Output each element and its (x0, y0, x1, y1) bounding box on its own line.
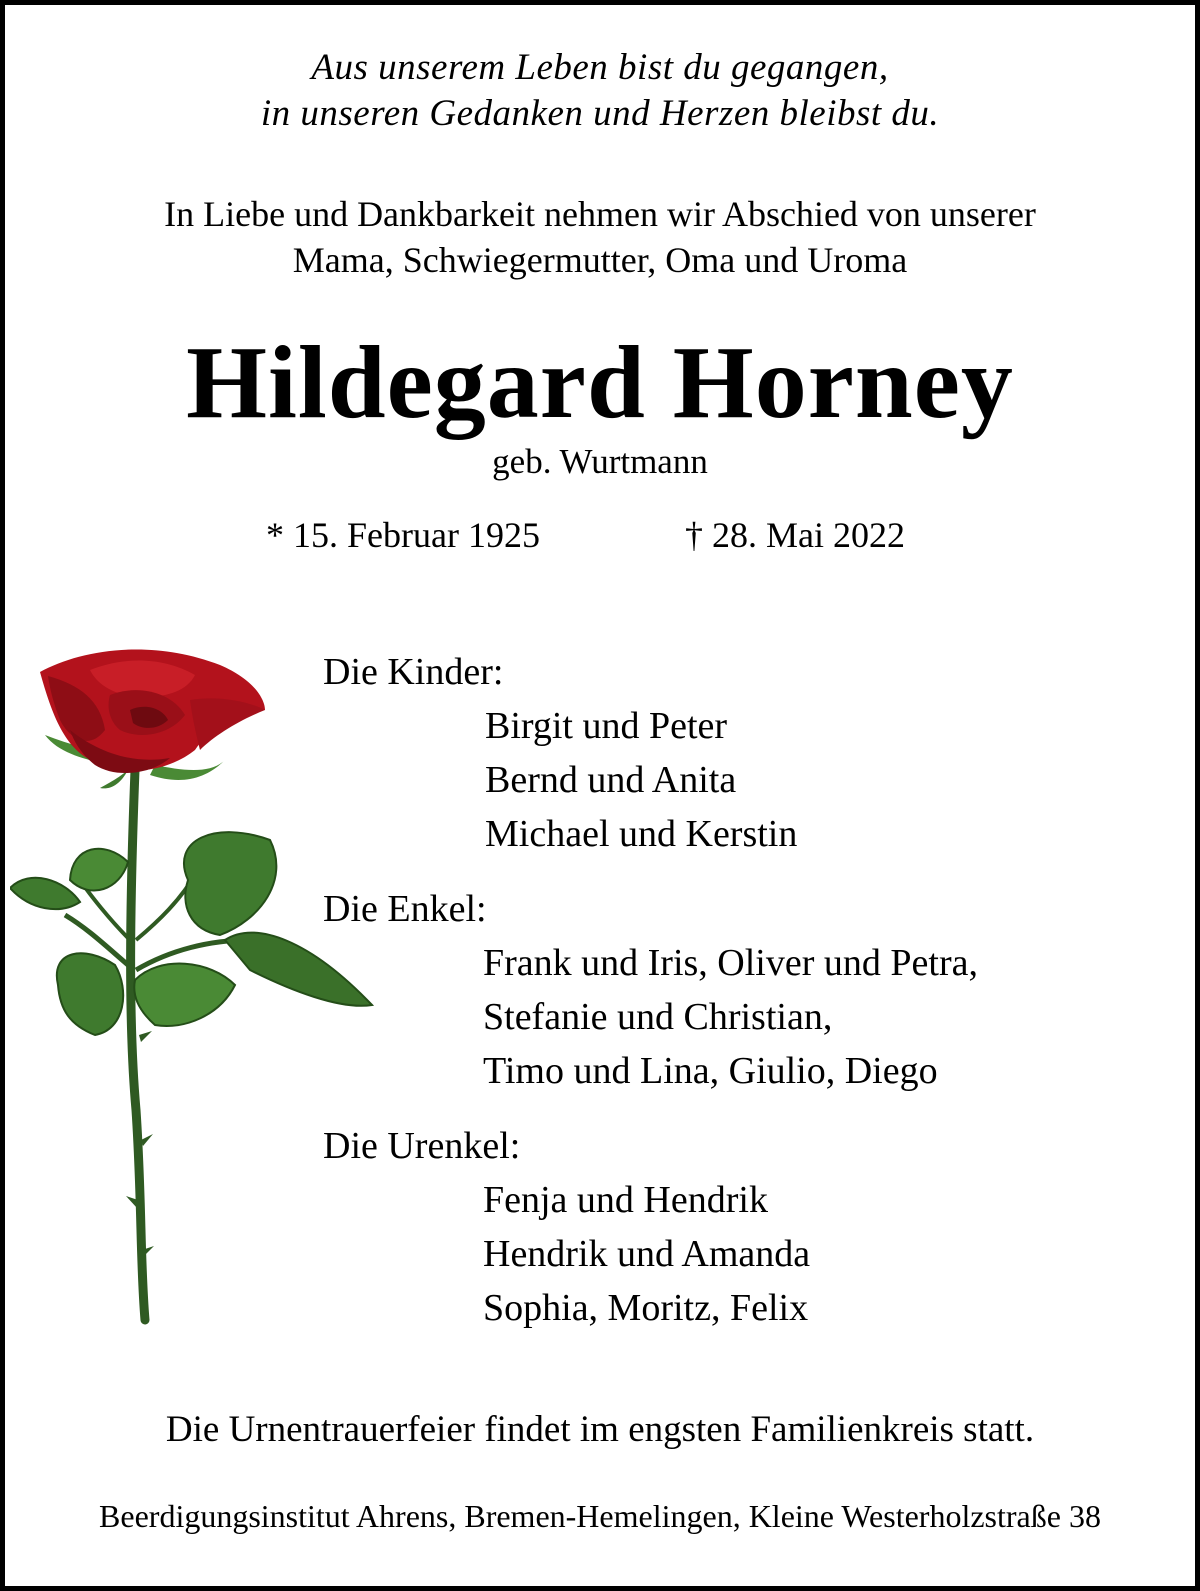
motto-line-1: Aus unserem Leben bist du gegangen, (311, 47, 889, 88)
motto (5, 45, 1195, 137)
grandchildren-label: Die Enkel: (323, 888, 487, 930)
death-date: † 28. Mai 2022 (685, 515, 905, 555)
intro-text (5, 191, 1195, 283)
children-names (485, 699, 797, 861)
rose-icon (10, 640, 385, 1340)
great-grandchildren-names (483, 1173, 810, 1335)
list-item: Hendrik und Amanda (483, 1233, 811, 1275)
list-item: Stefanie und Christian, (483, 996, 833, 1038)
children-label: Die Kinder: (323, 651, 504, 693)
ceremony-note: Die Urnentrauerfeier findet im engsten Familienkreis statt. (165, 1409, 1035, 1450)
intro-line-2: Mama, Schwiegermutter, Oma und Uroma (292, 240, 908, 280)
list-item: Frank und Iris, Oliver und Petra, (483, 942, 978, 984)
grandchildren-names (483, 936, 978, 1098)
intro-line-1: In Liebe und Dankbarkeit nehmen wir Abschied von unserer (164, 194, 1036, 234)
list-item: Sophia, Moritz, Felix (483, 1287, 809, 1329)
deceased-name: Hildegard Horney (186, 325, 1014, 440)
motto-line-2: in unseren Gedanken und Herzen bleibst du. (260, 93, 940, 134)
birth-date: * 15. Februar 1925 (266, 515, 540, 555)
list-item: Michael und Kerstin (485, 813, 798, 855)
list-item: Timo und Lina, Giulio, Diego (483, 1050, 938, 1092)
list-item: Bernd und Anita (485, 759, 737, 801)
list-item: Birgit und Peter (485, 705, 728, 747)
great-grandchildren-label: Die Urenkel: (323, 1125, 521, 1167)
maiden-name: geb. Wurtmann (492, 442, 708, 481)
undertaker-info: Beerdigungsinstitut Ahrens, Bremen-Hemelingen, Kleine Westerholzstraße 38 (99, 1498, 1101, 1534)
list-item: Fenja und Hendrik (483, 1179, 768, 1221)
